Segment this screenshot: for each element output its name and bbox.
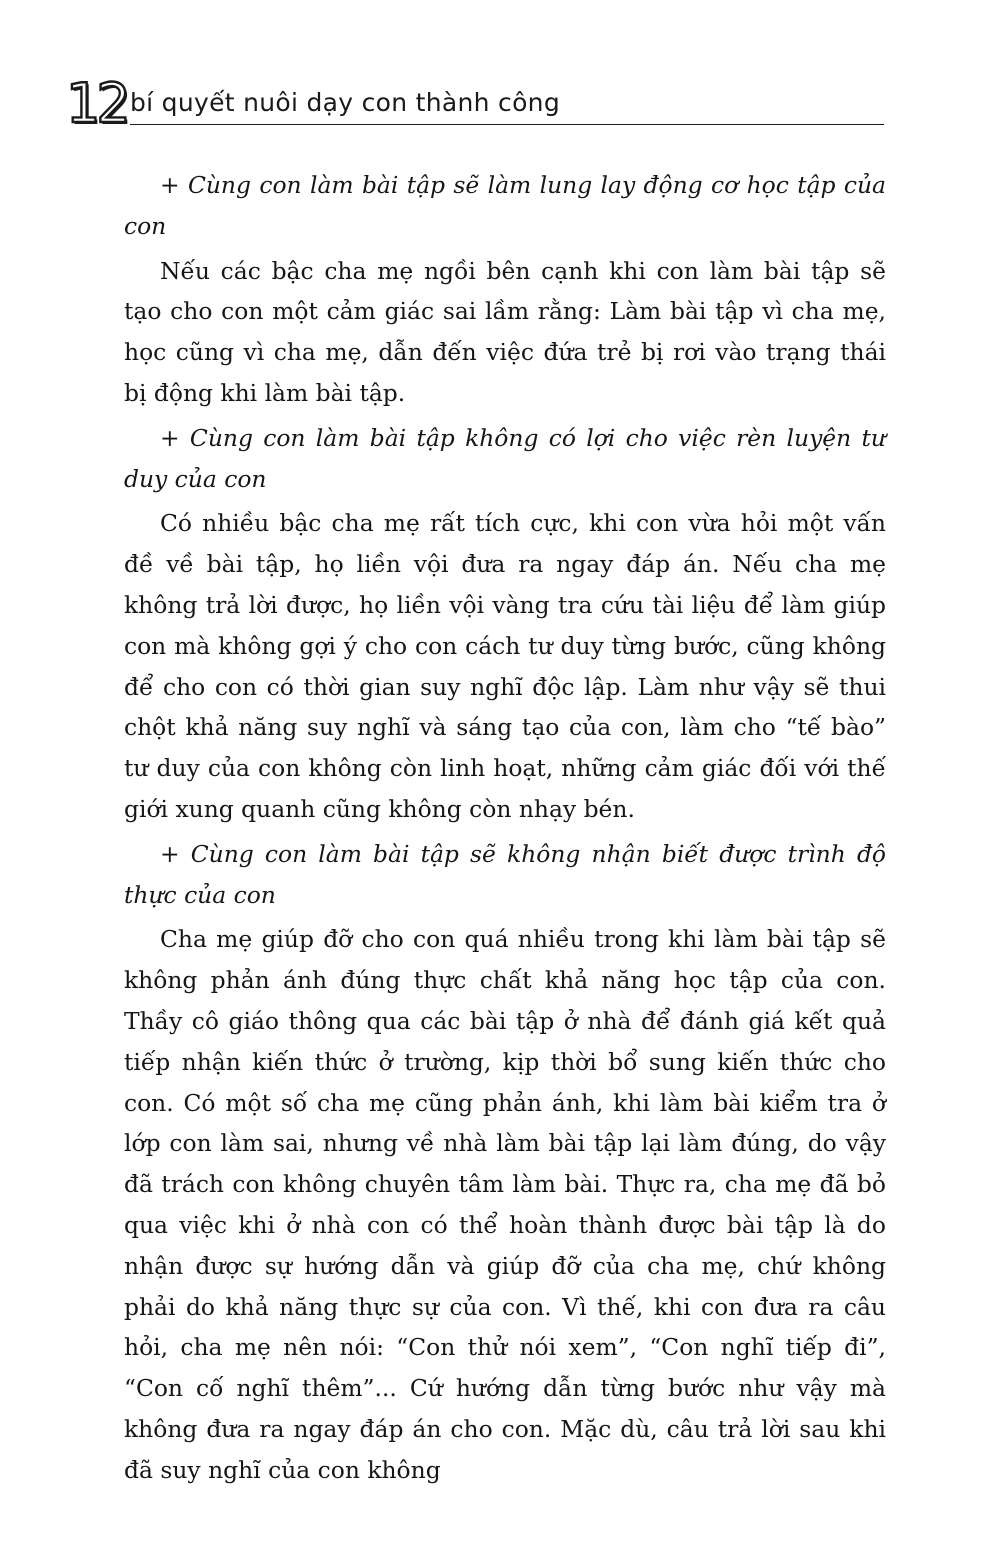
paragraph-thinking: Có nhiều bậc cha mẹ rất tích cực, khi con vừa hỏi một vấn đề về bài tập, họ liền vội đưa ra ngay đáp án. Nếu cha mẹ không trả lời được, họ liền vội vàng tra cứu tài liệu để làm giúp con mà không gợi ý cho con cách tư duy từng bước, cũng không để cho con có thời gian suy nghĩ độc lập. Làm như vậy sẽ thui chột khả năng suy nghĩ và sáng tạo của con, làm cho “tế bào” tư duy của con không còn linh hoạt, những cảm giác đối với thế giới xung quanh cũng không còn nhạy bén.	[124, 509, 886, 823]
running-title: bí quyết nuôi dạy con thành công	[130, 88, 560, 117]
page-number: 12	[66, 72, 127, 135]
header-rule	[130, 124, 884, 125]
paragraph-true-level: Cha mẹ giúp đỡ cho con quá nhiều trong khi làm bài tập sẽ không phản ánh đúng thực chất khả năng học tập của con. Thầy cô giáo thông qua các bài tập ở nhà để đánh giá kết quả tiếp nhận kiến thức ở trường, kịp thời bổ sung kiến thức cho con. Có một số cha mẹ cũng phản ánh, khi làm bài kiểm tra ở lớp con làm sai, nhưng về nhà làm bài tập lại làm đúng, do vậy đã trách con không chuyên tâm làm bài. Thực ra, cha mẹ đã bỏ qua việc khi ở nhà con có thể hoàn thành được bài tập là do nhận được sự hướng dẫn và giúp đỡ của cha mẹ, chứ không phải do khả năng thực sự của con. Vì thế, khi con đưa ra câu hỏi, cha mẹ nên nói: “Con thử nói xem”, “Con nghĩ tiếp đi”, “Con cố nghĩ thêm”... Cứ hướng dẫn từng bước như vậy mà không đưa ra ngay đáp án cho con. Mặc dù, câu trả lời sau khi đã suy nghĩ của con không	[124, 925, 886, 1484]
subheading-true-level: + Cùng con làm bài tập sẽ không nhận biết được trình độ thực của con	[124, 839, 886, 909]
paragraph-motivation: Nếu các bậc cha mẹ ngồi bên cạnh khi con làm bài tập sẽ tạo cho con một cảm giác sai lầm rằng: Làm bài tập vì cha mẹ, học cũng vì cha mẹ, dẫn đến việc đứa trẻ bị rơi vào trạng thái bị động khi làm bài tập.	[124, 256, 886, 407]
page-header	[66, 74, 884, 136]
page-body	[124, 165, 886, 1495]
subheading-motivation: + Cùng con làm bài tập sẽ làm lung lay động cơ học tập của con	[124, 171, 886, 240]
subheading-thinking: + Cùng con làm bài tập không có lợi cho việc rèn luyện tư duy của con	[124, 423, 886, 493]
